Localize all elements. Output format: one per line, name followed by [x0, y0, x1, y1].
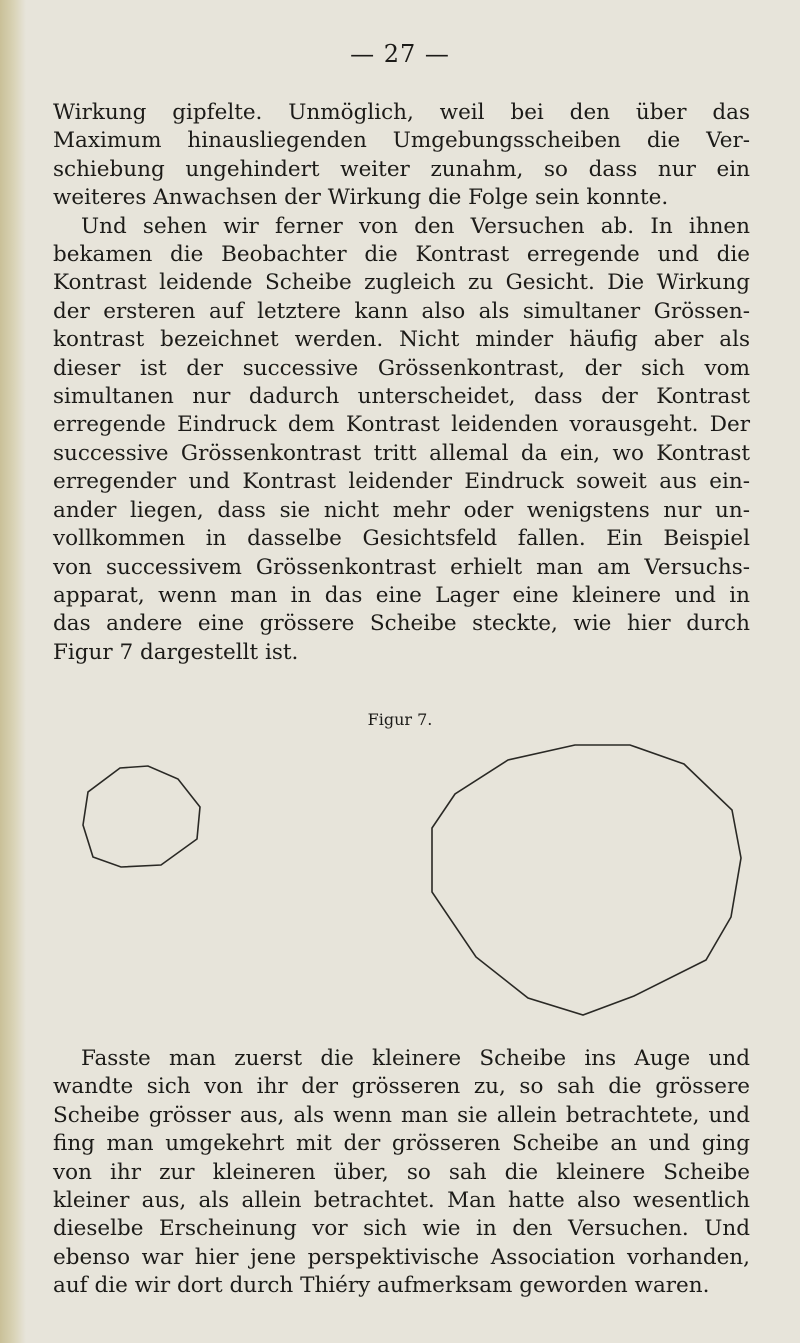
text-line: fing man umgekehrt mit der grösseren Scheibe an und ging [53, 1131, 750, 1157]
text-line: schiebung ungehindert weiter zunahm, so dass nur ein [53, 156, 750, 182]
paragraph-3 [53, 1045, 750, 1301]
page-number: — 27 — [350, 40, 450, 68]
text-line: Fasste man zuerst die kleinere Scheibe ins Auge und [81, 1046, 750, 1071]
text-line: Und sehen wir ferner von den Versuchen ab. In ihnen [81, 213, 750, 239]
text-line: weiteres Anwachsen der Wirkung die Folge sein konnte. [53, 185, 669, 211]
text-line: der ersteren auf letztere kann also als simultaner Grössen- [53, 298, 750, 324]
text-line: von successivem Grössenkontrast erhielt man am Versuchs- [53, 554, 750, 580]
lower-text-block [53, 1045, 750, 1301]
figure-caption: Figur 7. [367, 710, 433, 729]
text-line: Scheibe grösser aus, als wenn man sie allein betrachtete, und [53, 1102, 750, 1128]
small-disc [83, 766, 200, 867]
text-line: simultanen nur dadurch unterscheidet, dass der Kontrast [53, 384, 750, 410]
text-line: Wirkung gipfelte. Unmöglich, weil bei den über das [53, 100, 750, 125]
text-line: successive Grössenkontrast tritt allemal da ein, wo Kontrast [53, 440, 750, 466]
text-line: erregende Eindruck dem Kontrast leidenden vorausgeht. Der [53, 412, 750, 438]
text-line: wandte sich von ihr der grösseren zu, so sah die grössere [53, 1074, 750, 1100]
text-line: kleiner aus, als allein betrachtet. Man hatte also wesentlich [53, 1188, 750, 1214]
text-line: dieser ist der successive Grössenkontrast, der sich vom [53, 355, 750, 381]
page-edge-shadow [0, 0, 26, 1343]
text-line: das andere eine grössere Scheibe steckte, wie hier durch [53, 611, 750, 637]
text-line: ebenso war hier jene perspektivische Association vorhanden, [53, 1244, 750, 1270]
text-line: Maximum hinausliegenden Umgebungsscheiben die Ver- [53, 128, 750, 154]
text-line: erregender und Kontrast leidender Eindruck soweit aus ein- [53, 469, 750, 495]
paragraph-2 [53, 213, 750, 668]
text-line: kontrast bezeichnet werden. Nicht minder häufig aber als [53, 327, 750, 353]
text-line: auf die wir dort durch Thiéry aufmerksam geworden waren. [53, 1273, 710, 1299]
large-disc [432, 745, 741, 1015]
text-line: von ihr zur kleineren über, so sah die kleinere Scheibe [53, 1159, 750, 1185]
text-line: bekamen die Beobachter die Kontrast erregende und die [53, 242, 750, 268]
text-line: Kontrast leidende Scheibe zugleich zu Gesicht. Die Wirkung [53, 270, 750, 296]
upper-text-block [53, 99, 750, 667]
text-line: Figur 7 dargestellt ist. [53, 639, 299, 665]
text-line: ander liegen, dass sie nicht mehr oder wenigstens nur un- [53, 497, 750, 523]
text-line: apparat, wenn man in das eine Lager eine kleinere und in [53, 582, 750, 608]
paragraph-1 [53, 99, 750, 213]
text-line: vollkommen in dasselbe Gesichtsfeld fallen. Ein Beispiel [53, 526, 750, 552]
text-line: dieselbe Erscheinung vor sich wie in den Versuchen. Und [53, 1216, 750, 1242]
